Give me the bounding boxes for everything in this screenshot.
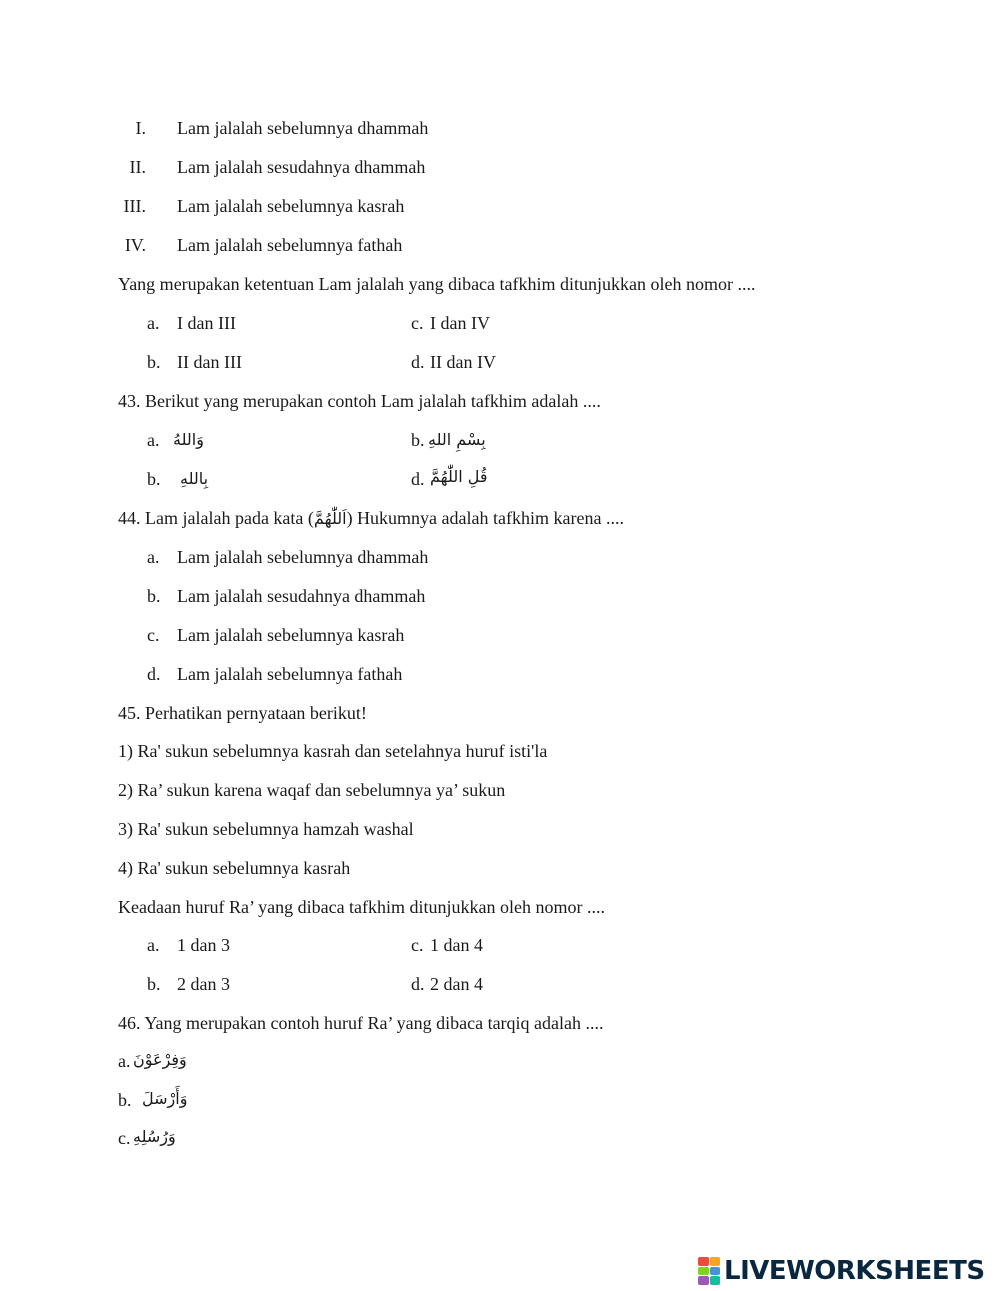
option-arabic[interactable]: وَرُسُلِهِ <box>133 1127 176 1146</box>
option-label: b. <box>147 352 161 372</box>
roman-item: Lam jalalah sebelumnya kasrah <box>177 196 405 216</box>
question-43-stem: 43. Berikut yang merupakan contoh Lam jalalah tafkhim adalah .... <box>118 391 601 411</box>
statement: 4) Ra' sukun sebelumnya kasrah <box>118 858 351 878</box>
option-arabic[interactable]: وَاللهُ <box>173 430 204 449</box>
option-text[interactable]: 2 dan 4 <box>430 974 483 994</box>
logo-cube <box>710 1276 721 1285</box>
question-44-stem <box>118 507 624 530</box>
option-label: c. <box>147 625 160 645</box>
option-label: d. <box>411 469 425 489</box>
option-label: b. <box>411 430 425 450</box>
question-44-stem-before: 44. Lam jalalah pada kata ( <box>118 508 314 528</box>
option-label: b. <box>118 1090 132 1110</box>
option-label: d. <box>147 664 161 684</box>
option-arabic[interactable]: وَفِرْعَوْنَ <box>133 1050 187 1069</box>
option-label: c. <box>118 1128 131 1148</box>
option-text[interactable]: I dan IV <box>430 313 490 333</box>
option-arabic[interactable]: قُلِ اللّٰهُمَّ <box>430 467 488 486</box>
logo-cube <box>710 1267 721 1276</box>
question-46-stem: 46. Yang merupakan contoh huruf Ra’ yang dibaca tarqiq adalah .... <box>118 1013 604 1033</box>
liveworksheets-logo[interactable] <box>698 1255 994 1287</box>
logo-text: LIVEWORKSHEETS <box>724 1256 985 1286</box>
question-42-stem: Yang merupakan ketentuan Lam jalalah yang dibaca tafkhim ditunjukkan oleh nomor .... <box>118 274 756 294</box>
logo-cube <box>698 1257 709 1266</box>
roman-num: IV. <box>124 235 146 255</box>
option-label: b. <box>147 469 161 489</box>
option-text[interactable]: Lam jalalah sebelumnya fathah <box>177 664 403 684</box>
option-text[interactable]: I dan III <box>177 313 236 333</box>
option-text[interactable]: 1 dan 4 <box>430 935 483 955</box>
option-label: d. <box>411 974 425 994</box>
statement: 1) Ra' sukun sebelumnya kasrah dan setelahnya huruf isti'la <box>118 741 548 761</box>
option-label: c. <box>411 313 424 333</box>
option-label: a. <box>147 313 160 333</box>
statement: 2) Ra’ sukun karena waqaf dan sebelumnya ya’ sukun <box>118 780 506 800</box>
option-arabic[interactable]: بِسْمِ اللهِ <box>428 430 486 449</box>
roman-num: II. <box>129 157 146 177</box>
option-text[interactable]: II dan IV <box>430 352 496 372</box>
question-44-arabic: اَللّٰهُمَّ <box>313 509 347 528</box>
option-text[interactable]: Lam jalalah sebelumnya kasrah <box>177 625 405 645</box>
option-label: b. <box>147 586 161 606</box>
roman-item: Lam jalalah sebelumnya dhammah <box>177 118 429 138</box>
option-label: a. <box>147 935 160 955</box>
option-text[interactable]: Lam jalalah sesudahnya dhammah <box>177 586 426 606</box>
question-44-stem-after: ) Hukumnya adalah tafkhim karena .... <box>346 508 624 528</box>
option-label: a. <box>118 1051 131 1071</box>
option-text[interactable]: Lam jalalah sebelumnya dhammah <box>177 547 429 567</box>
option-text[interactable]: II dan III <box>177 352 242 372</box>
option-arabic[interactable]: بِاللهِ <box>180 469 209 488</box>
logo-cube <box>698 1267 709 1276</box>
option-label: a. <box>147 547 160 567</box>
roman-num: I. <box>135 118 146 138</box>
option-text[interactable]: 2 dan 3 <box>177 974 230 994</box>
roman-item: Lam jalalah sebelumnya fathah <box>177 235 403 255</box>
option-label: c. <box>411 935 424 955</box>
statement: 3) Ra' sukun sebelumnya hamzah washal <box>118 819 414 839</box>
roman-num: III. <box>123 196 146 216</box>
option-label: d. <box>411 352 425 372</box>
option-label: b. <box>147 974 161 994</box>
question-45-stem: 45. Perhatikan pernyataan berikut! <box>118 703 367 723</box>
option-text[interactable]: 1 dan 3 <box>177 935 230 955</box>
roman-item: Lam jalalah sesudahnya dhammah <box>177 157 426 177</box>
option-arabic[interactable]: وَأَرْسَلَ <box>142 1089 188 1108</box>
question-45-question: Keadaan huruf Ra’ yang dibaca tafkhim ditunjukkan oleh nomor .... <box>118 897 606 917</box>
option-label: a. <box>147 430 160 450</box>
logo-cube <box>710 1257 721 1266</box>
logo-cubes-icon <box>698 1257 720 1285</box>
logo-cube <box>698 1276 709 1285</box>
